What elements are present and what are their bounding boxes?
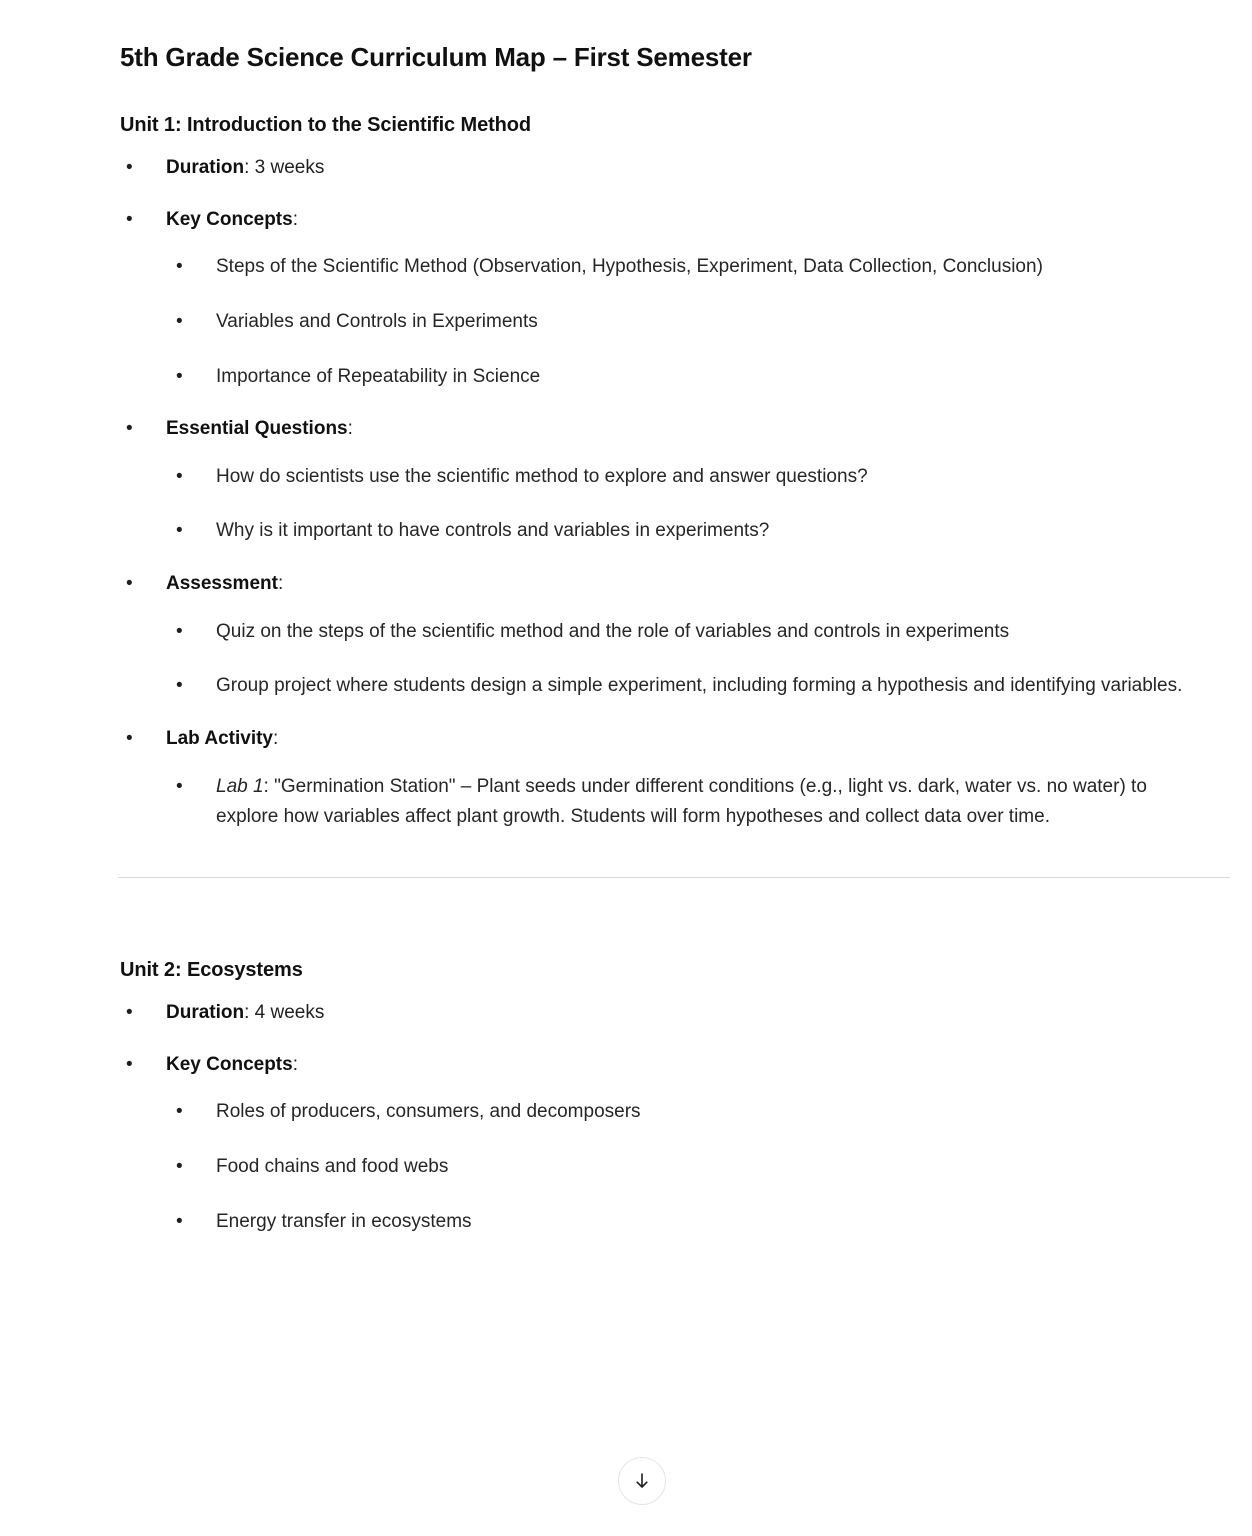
unit-heading: Unit 1: Introduction to the Scientific Method	[120, 114, 532, 137]
list-item: • Quiz on the steps of the scientific method and the role of variables and controls in experiments	[166, 617, 1192, 648]
item-value: :	[292, 1053, 298, 1075]
item-value: :	[292, 208, 298, 230]
list-item: • How do scientists use the scientific method to explore and answer questions?	[166, 462, 1192, 493]
list-item	[120, 414, 1192, 547]
list-item: • Variables and Controls in Experiments	[166, 307, 1192, 338]
list-item: • Food chains and food webs	[166, 1152, 1192, 1183]
sub-list	[166, 1097, 1192, 1237]
sub-list	[166, 462, 1192, 548]
item-label: Key Concepts	[166, 208, 293, 230]
item-label: Duration	[166, 157, 245, 179]
list-item	[120, 1050, 1192, 1238]
item-value: : 4 weeks	[244, 1002, 325, 1024]
item-label: Duration	[166, 1002, 245, 1024]
unit-1-list	[120, 153, 1192, 833]
unit-section-1	[120, 111, 1192, 833]
list-item: • Roles of producers, consumers, and decomposers	[166, 1097, 1192, 1128]
page-title: 5th Grade Science Curriculum Map – First Semester	[120, 42, 752, 72]
item-value: :	[347, 418, 353, 440]
list-item: • Group project where students design a simple experiment, including forming a hypothesis and identifying variables.	[166, 671, 1192, 702]
list-item: • Steps of the Scientific Method (Observation, Hypothesis, Experiment, Data Collection, Conclusion)	[166, 252, 1192, 283]
item-label: Key Concepts	[166, 1053, 293, 1075]
lab-description: : "Germination Station" – Plant seeds under different conditions (e.g., light vs. dark, water vs. no water) to explore how variables affect plant growth. Students will form hypotheses and collect data over time.	[216, 775, 1147, 828]
list-item: • Energy transfer in ecosystems	[166, 1207, 1192, 1238]
arrow-down-icon	[632, 1471, 652, 1491]
list-item	[120, 998, 1192, 1027]
item-value: :	[273, 728, 279, 750]
list-item: • Importance of Repeatability in Science	[166, 362, 1192, 393]
scroll-to-bottom-button[interactable]	[618, 1457, 666, 1505]
list-item	[166, 772, 1192, 834]
lab-name: Lab 1	[216, 775, 264, 797]
sub-list	[166, 617, 1192, 703]
item-label: Lab Activity	[166, 728, 273, 750]
item-label: Assessment	[166, 573, 278, 595]
item-value: : 3 weeks	[244, 157, 325, 179]
list-item	[120, 724, 1192, 833]
item-value: :	[277, 573, 284, 595]
list-item	[120, 205, 1192, 393]
list-item	[120, 153, 1192, 182]
sub-list	[166, 252, 1192, 392]
list-item: • Why is it important to have controls and variables in experiments?	[166, 516, 1192, 547]
sub-list	[166, 772, 1192, 834]
item-label: Essential Questions	[166, 418, 348, 440]
unit-heading: Unit 2: Ecosystems	[120, 959, 303, 982]
unit-2-list	[120, 998, 1192, 1237]
list-item	[120, 569, 1192, 702]
section-divider	[118, 877, 1230, 878]
unit-section-2	[120, 956, 1192, 1237]
